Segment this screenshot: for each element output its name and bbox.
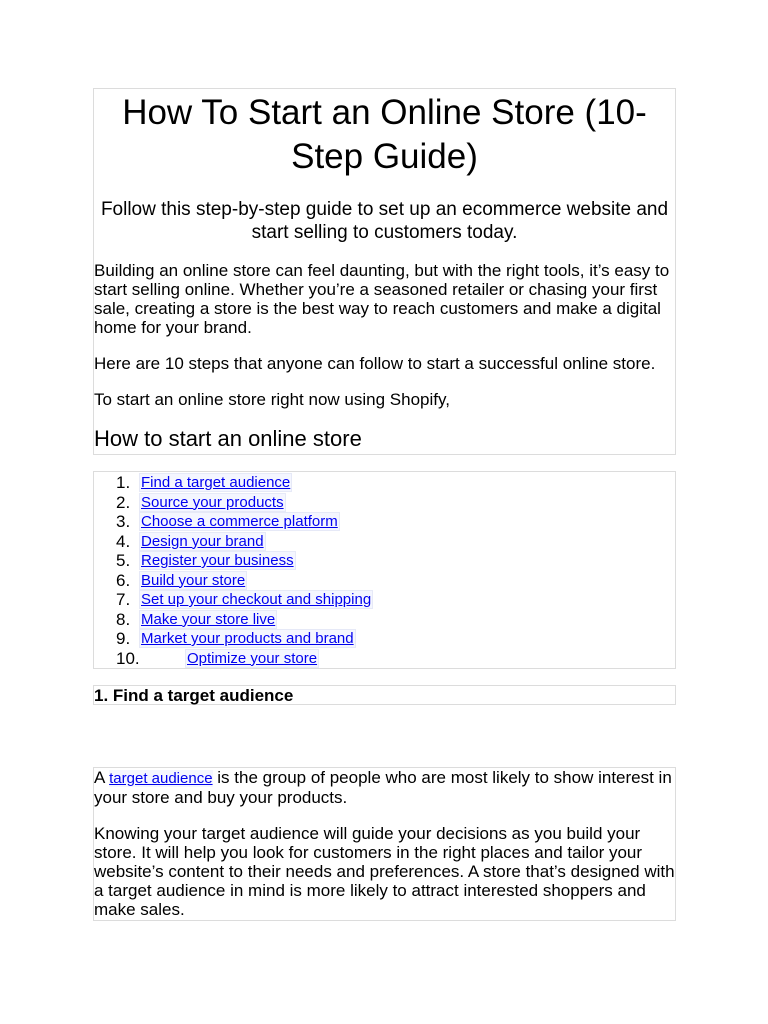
toc-item [94,629,675,649]
toc-item [94,649,675,669]
toc-link[interactable]: Source your products [141,493,284,511]
toc-link[interactable]: Find a target audience [141,474,291,491]
step-paragraph-prefix: A [94,768,110,787]
document-page [93,88,676,921]
toc-item-number: 10. [116,648,140,668]
toc-item-number: 4. [116,531,131,551]
toc-item-number: 1. [116,473,131,492]
toc-item-number: 5. [116,551,131,570]
intro-section [93,88,676,455]
toc-link[interactable]: Choose a commerce platform [141,513,338,530]
toc-item [94,512,675,532]
toc-link[interactable]: Make your store live [141,610,276,628]
toc-item-number: 3. [116,512,131,531]
intro-paragraph: Here are 10 steps that anyone can follow to start a successful online store. [94,354,656,373]
toc-link[interactable]: Market your products and brand [141,630,354,647]
toc-item [94,532,675,552]
target-audience-link[interactable]: target audience [109,770,213,787]
section-heading: How to start an online store [94,426,362,451]
step-paragraph-suffix: is the group of people who are most likely to show interest in your store and buy your products. [94,768,672,807]
intro-paragraph: Building an online store can feel daunting, but with the right tools, it’s easy to start selling online. Whether you’re a seasoned retailer or chasing your first sale, creating a store is the best way to reach customers and make a digital home for your brand. [94,261,670,337]
toc-item [94,493,675,513]
toc-item-number: 6. [116,570,131,590]
toc-item-number: 7. [116,590,131,609]
toc-item [94,551,675,571]
intro-paragraph: To start an online store right now using Shopify, [94,390,450,409]
step-section [93,767,676,921]
toc-item-number: 9. [116,629,131,648]
toc-item [94,590,675,610]
toc-link[interactable]: Register your business [141,552,294,569]
page-title: How To Start an Online Store (10-Step Guide) [122,93,647,176]
step-paragraph [94,768,675,807]
page-subtitle: Follow this step-by-step guide to set up an ecommerce website and start selling to customers today. [100,199,669,243]
toc-item [94,610,675,630]
step-heading: 1. Find a target audience [93,685,676,705]
table-of-contents [93,471,676,669]
toc-link[interactable]: Build your store [141,571,246,589]
toc-link[interactable]: Optimize your store [187,649,318,667]
toc-link[interactable]: Design your brand [141,532,264,550]
toc-link[interactable]: Set up your checkout and shipping [141,591,372,608]
toc-list [94,473,675,668]
step-paragraph: Knowing your target audience will guide your decisions as you build your store. It will help you look for customers in the right places and tailor your website’s content to their needs and preferences. A store that’s designed with a target audience in mind is more likely to attract interested shoppers and make sales. [94,824,675,919]
toc-item-number: 8. [116,609,131,629]
toc-item-number: 2. [116,492,131,512]
toc-item [94,571,675,591]
toc-item [94,473,675,493]
